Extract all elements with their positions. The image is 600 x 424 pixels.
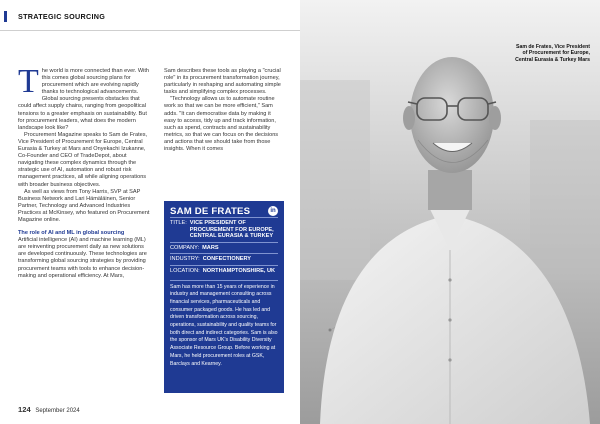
page-footer — [18, 405, 80, 414]
profile-row-industry: INDUSTRY: CONFECTIONERY — [170, 253, 278, 265]
section-title: STRATEGIC SOURCING — [18, 12, 106, 21]
body-paragraph: Sam describes these tools as playing a "crucial role" in its procurement transformation journey, particularly in reshaping and automating simple tasks and simplifying complex processes. — [164, 68, 281, 96]
profile-name: SAM DE FRATES — [170, 206, 251, 217]
profile-row-location: LOCATION: NORTHAMPTONSHIRE, UK — [170, 265, 278, 277]
header-accent-bar — [4, 11, 7, 22]
subheading: The role of AI and ML in global sourcing — [18, 230, 125, 237]
profile-bio: Sam has more than 15 years of experience in industry and management consulting across financial services, pharmaceuticals and consumer packaged goods. He has led and driven transformation across sourcing, operations, sustainability and quality teams for both direct and indirect categories. Sam is also the sponsor of Mars UK's Disability Diversity Associate Resource Group. Before working at Mars, he held procurement roles at GSK, Barclays and Kearney. — [170, 280, 278, 369]
body-paragraph: Artificial intelligence (AI) and machine learning (ML) are reinventing procurement daily as new solutions are developed continuously. These technologies are transforming global sourcing strategies by providing procurement teams with tools to enhance decision-making and operational efficiency. At Mars, — [18, 237, 147, 279]
header-divider — [0, 30, 300, 31]
linkedin-icon[interactable]: in — [268, 206, 278, 216]
drop-cap: T — [18, 63, 39, 100]
intro-paragraph: The world is more connected than ever. With this comes global sourcing plans for procurement which are evolving rapidly thanks to technological advancements. Global sourcing presents obstacles that could affect supply chains, ranging from geopolitical tensions to a greater emphasis on sustainability. But for procurement leaders, what does the modern landscape look like? — [18, 63, 150, 131]
body-paragraph: Procurement Magazine speaks to Sam de Frates, Vice President of Procurement for Europe, Central Eurasia & Turkey at Mars and Onyekachi Izukanne, Co-Founder and CEO of TradeDepot, about navigating these complex dynamics through the strategic use of AI, automation and robust risk management practices, all while aligning operations with broader business objectives. — [18, 131, 148, 188]
article-column-right — [164, 68, 284, 153]
profile-card — [164, 201, 284, 393]
photo-caption: Sam de Frates, Vice President of Procurement for Europe, Central Eurasia & Turkey Mars — [515, 44, 590, 63]
body-paragraph: As well as views from Tony Harris, SVP at SAP Business Network and Lari Hämäläinen, Senior Partner, Technology and Advanced Industries Practices at McKinsey, who featured on Procurement Magazine online. — [18, 188, 150, 223]
right-page — [300, 0, 600, 424]
portrait-photo — [300, 0, 600, 424]
issue-date: September 2024 — [35, 408, 80, 414]
profile-row-company: COMPANY: MARS — [170, 242, 278, 254]
article-column-left — [18, 63, 153, 280]
body-paragraph: "Technology allows us to automate routine work so that we can be more efficient," Sam adds. "It can democratise data by making it easy to access, tidy up and track information, such as spend, contracts and sustainability metrics, so that we can focus on the decisions and actions that we should take from those insights. When it comes — [164, 96, 279, 153]
page-number: 124 — [18, 405, 31, 414]
profile-row-title: TITLE: VICE PRESIDENT OF PROCUREMENT FOR EUROPE, CENTRAL EURASIA & TURKEY — [170, 217, 278, 242]
